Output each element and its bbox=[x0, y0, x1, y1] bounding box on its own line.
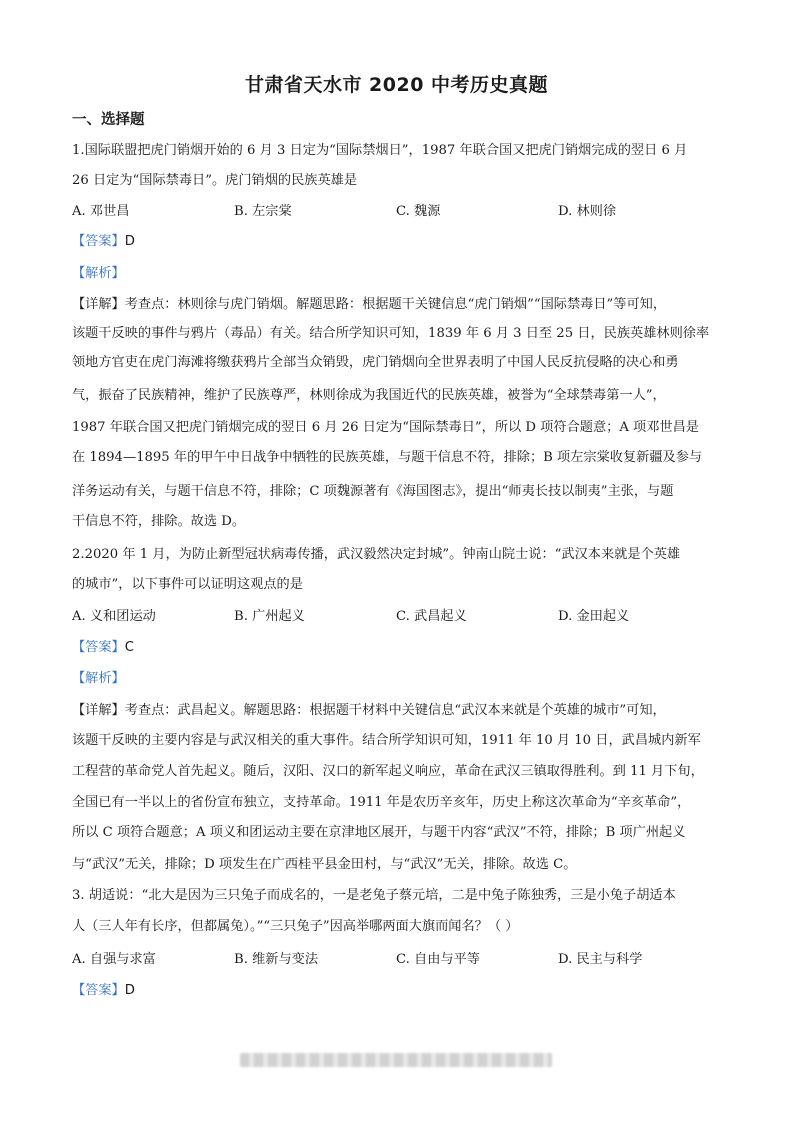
answer-value: D bbox=[124, 983, 135, 998]
q1-detail-line: 领地方官吏在虎门海滩将缴获鸦片全部当众销毁，虎门销烟向全世界表明了中国人民反抗侵略的决心和勇 bbox=[72, 355, 679, 370]
q2-stem-line: 2.2020 年 1 月，为防止新型冠状病毒传播，武汉毅然决定封城”。钟南山院士说：“武汉本来就是个英雄 bbox=[72, 547, 681, 562]
q1-option-a: A. 邓世昌 bbox=[72, 204, 130, 219]
q1-detail-line: 在 1894—1895 年的甲午中日战争中牺牲的民族英雄，与题干信息不符，排除；B 项左宗棠收复新疆及参与 bbox=[72, 450, 703, 465]
answer-value: C bbox=[124, 640, 134, 655]
q1-detail-line: 该题干反映的事件与鸦片（毒品）有关。结合所学知识可知，1839 年 6 月 3 日至 25 日，民族英雄林则徐率 bbox=[72, 326, 710, 341]
q3-option-c: C. 自由与平等 bbox=[396, 952, 480, 967]
q1-stem-line: 1.国际联盟把虎门销烟开始的 6 月 3 日定为“国际禁烟日”，1987 年联合国又把虎门销烟完成的翌日 6 月 bbox=[72, 143, 688, 158]
q2-detail-line: 全国已有一半以上的省份宣布独立，支持革命。1911 年是农历辛亥年，历史上称这次革命为“辛亥革命”， bbox=[72, 795, 691, 810]
q2-option-c: C. 武昌起义 bbox=[396, 609, 467, 624]
answer-value: D bbox=[124, 234, 135, 249]
q2-detail-line: 所以 C 项符合题意；A 项义和团运动主要在京津地区展开，与题干内容“武汉”不符，排除；B 项广州起义 bbox=[72, 825, 686, 840]
page-title: 甘肃省天水市 2020 中考历史真题 bbox=[244, 74, 549, 96]
q2-detail-line: 【详解】考查点：武昌起义。解题思路：根据题干材料中关键信息“武汉本来就是个英雄的城市”可知， bbox=[72, 703, 666, 718]
q3-option-b: B. 维新与变法 bbox=[234, 952, 319, 967]
q2-detail-line: 工程营的革命党人首先起义。随后，汉阳、汉口的新军起义响应，革命在武汉三镇取得胜利。到 11 月下旬， bbox=[72, 764, 704, 779]
q3-answer bbox=[72, 981, 135, 1001]
q2-detail-line: 与“武汉”无关，排除；D 项发生在广西桂平县金田村，与“武汉”无关，排除。故选 C。 bbox=[72, 857, 577, 872]
q1-detail-line: 气，振奋了民族精神，维护了民族尊严，林则徐成为我国近代的民族英雄，被誉为“全球禁毒第一人”， bbox=[72, 388, 666, 403]
q1-analysis-label: 【解析】 bbox=[72, 266, 125, 281]
q1-detail-line: 洋务运动有关，与题干信息不符，排除；C 项魏源著有《海国图志》，提出“师夷长技以制夷”主张，与题 bbox=[72, 484, 674, 499]
q1-answer bbox=[72, 232, 135, 252]
q2-stem-line: 的城市”，以下事件可以证明这观点的是 bbox=[72, 577, 303, 592]
q2-detail-line: 该题干反映的主要内容是与武汉相关的重大事件。结合所学知识可知，1911 年 10 月 10 日，武昌城内新军 bbox=[72, 733, 701, 748]
q2-option-a: A. 义和团运动 bbox=[72, 609, 156, 624]
q1-option-b: B. 左宗棠 bbox=[234, 204, 292, 219]
q1-option-d: D. 林则徐 bbox=[558, 204, 617, 219]
q1-detail-line: 干信息不符，排除。故选 D。 bbox=[72, 514, 246, 529]
q1-option-c: C. 魏源 bbox=[396, 204, 441, 219]
footer-watermark bbox=[240, 1053, 552, 1067]
q3-stem-line: 人（三人年有长序，但都属兔）。”“三只兔子”因高举哪两面大旗而闻名？（ ） bbox=[72, 919, 519, 934]
q1-detail-line: 【详解】考查点：林则徐与虎门销烟。解题思路：根据题干关键信息“虎门销烟”“国际禁毒日”等可知， bbox=[72, 297, 667, 312]
answer-label: 【答案】 bbox=[72, 234, 125, 249]
q1-stem-line: 26 日定为“国际禁毒日”。虎门销烟的民族英雄是 bbox=[72, 173, 358, 188]
q2-option-d: D. 金田起义 bbox=[558, 609, 630, 624]
q3-option-d: D. 民主与科学 bbox=[558, 952, 643, 967]
q3-stem-line: 3. 胡适说：“北大是因为三只兔子而成名的，一是老兔子蔡元培，二是中兔子陈独秀，三是小兔子胡适本 bbox=[72, 888, 676, 903]
q2-analysis-label: 【解析】 bbox=[72, 671, 125, 686]
q2-option-b: B. 广州起义 bbox=[234, 609, 305, 624]
section-heading: 一、选择题 bbox=[72, 112, 145, 128]
q2-answer bbox=[72, 638, 134, 658]
answer-label: 【答案】 bbox=[72, 640, 125, 655]
q1-detail-line: 1987 年联合国又把虎门销烟完成的翌日 6 月 26 日定为“国际禁毒日”，所以 D 项符合题意；A 项邓世昌是 bbox=[72, 420, 699, 435]
answer-label: 【答案】 bbox=[72, 983, 125, 998]
q3-option-a: A. 自强与求富 bbox=[72, 952, 156, 967]
